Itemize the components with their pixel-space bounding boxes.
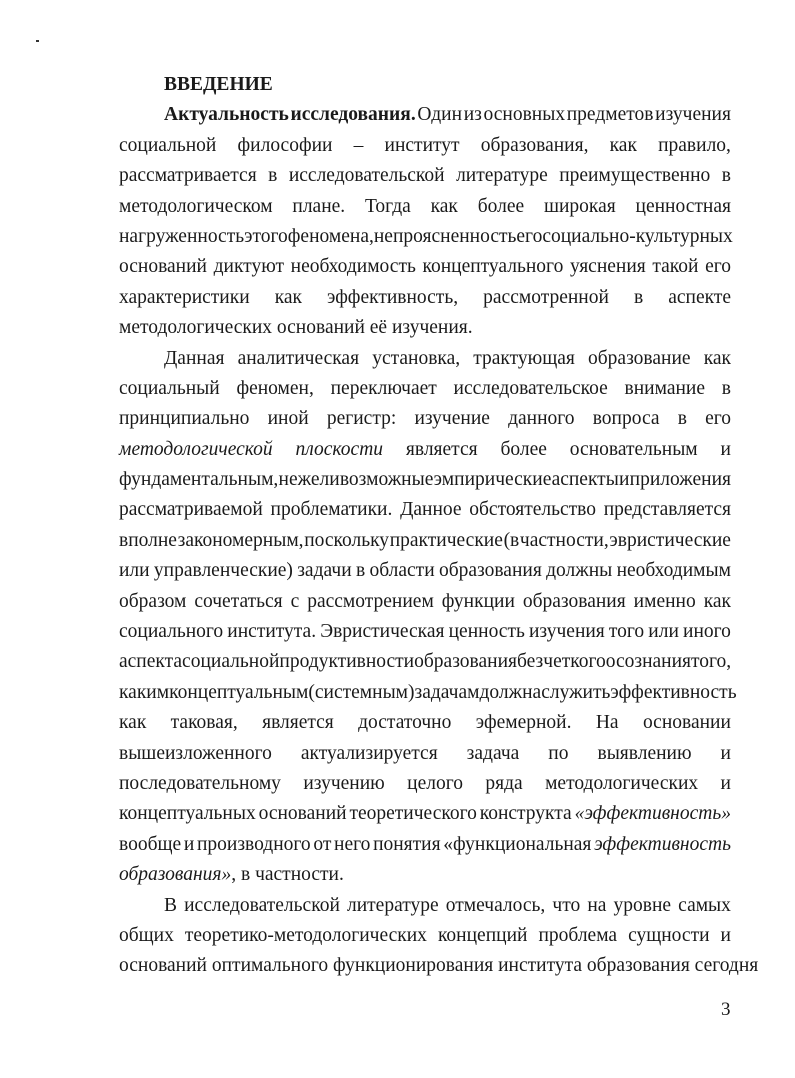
word: принципиально [119, 408, 250, 430]
word: того, [691, 651, 732, 673]
text-line [119, 799, 731, 829]
word: эвристические [609, 529, 731, 551]
word: сущности [628, 924, 710, 946]
word: ценность [448, 621, 525, 643]
text-line [119, 951, 759, 981]
word: феномена, [287, 225, 374, 247]
text-line [119, 161, 731, 191]
text-line [119, 344, 731, 374]
text-line [119, 678, 737, 708]
word: образования» [119, 864, 232, 886]
word: является [262, 712, 334, 734]
word: его [705, 408, 731, 430]
word: необходимым [616, 560, 731, 582]
word: обстоятельство [469, 499, 597, 521]
word: Данная [164, 347, 225, 369]
word: как [609, 134, 637, 156]
word: на [587, 894, 607, 916]
word: предметов [566, 104, 654, 126]
text-line [119, 495, 731, 525]
word: и [183, 833, 195, 855]
word: как [703, 590, 731, 612]
word: плане. [292, 195, 346, 217]
word: оснований [119, 955, 207, 977]
word: института. [227, 621, 317, 643]
word: На [595, 712, 619, 734]
word: изучение [414, 408, 490, 430]
text-line [119, 283, 731, 313]
word: выявлению [597, 742, 692, 764]
word: исследовательской [184, 894, 340, 916]
word: самых [678, 894, 731, 916]
word: более [500, 438, 547, 460]
word: ряда [485, 773, 523, 794]
word: практические [389, 529, 503, 551]
word: Актуальность [164, 104, 289, 126]
word: концепций [437, 924, 528, 946]
word: «функциональная [443, 833, 592, 855]
word: без [517, 651, 544, 673]
text-line [119, 222, 731, 252]
text-line [119, 647, 731, 677]
word: и [720, 438, 731, 460]
text-line [119, 404, 731, 434]
word: производного [196, 833, 311, 855]
word: изучению [303, 773, 385, 794]
word: методологической [119, 438, 273, 460]
text-line [119, 587, 731, 617]
text-line [119, 708, 731, 738]
word: институт [384, 134, 460, 156]
word: социального [119, 621, 224, 643]
word: феномен, [236, 377, 314, 399]
word: социально-культурных [542, 225, 733, 247]
text-line [119, 526, 731, 556]
word: данного [508, 408, 575, 430]
word: служить [541, 681, 611, 703]
text-line [119, 891, 731, 921]
word: рассматривается [119, 165, 257, 187]
word: образования [586, 955, 690, 977]
text-line [119, 192, 731, 222]
word: нежели [278, 469, 340, 491]
word: по [548, 742, 569, 764]
word: фундаментальным, [119, 469, 279, 491]
word: ценностная [635, 195, 731, 217]
text-line [119, 313, 731, 343]
word: в [721, 165, 731, 187]
word: каким [119, 681, 170, 703]
word: продуктивности [279, 651, 415, 673]
word: методологических [545, 773, 699, 794]
word: образования [438, 560, 542, 582]
word: как [703, 347, 731, 369]
word: образование [588, 347, 691, 369]
word: проблематики. [270, 499, 393, 521]
word: как [430, 195, 458, 217]
word: поскольку [304, 529, 390, 551]
text-line [119, 100, 731, 130]
word: аспекты [551, 469, 619, 491]
word: возможные [339, 469, 434, 491]
word: в [268, 165, 278, 187]
word: образом [119, 590, 187, 612]
word: исследовательское [453, 377, 608, 399]
word: основании [642, 712, 731, 734]
word: концептуальных [119, 803, 256, 825]
word: установка, [372, 347, 461, 369]
word: эффективность [594, 833, 731, 855]
word: социальной [119, 134, 217, 156]
word: литературе [456, 165, 548, 187]
word: образования [414, 651, 517, 673]
word: Данное [400, 499, 462, 521]
word: задачам [414, 681, 480, 703]
word: методологических оснований её изучения. [119, 317, 473, 339]
word: вполне [119, 529, 177, 551]
word: в [355, 560, 366, 582]
word: В [164, 894, 178, 916]
word: в [721, 377, 731, 399]
word: образования, [480, 134, 589, 156]
word: вообще [119, 833, 182, 855]
word: общих [119, 924, 174, 946]
word: такой [652, 256, 699, 278]
word: в [677, 408, 687, 430]
word: теоретико-методологических [184, 924, 427, 946]
word: нагруженность [119, 225, 245, 247]
word: концептуального [422, 256, 564, 278]
word: и [720, 773, 731, 794]
word: (системным) [308, 681, 415, 703]
word: диктуют [213, 256, 285, 278]
word: Один [417, 104, 463, 126]
word: широкая [543, 195, 616, 217]
word: конструкта [479, 803, 572, 825]
text-line [119, 131, 731, 161]
word: философии [237, 134, 333, 156]
word: концептуальным [169, 681, 309, 703]
word: или [119, 560, 150, 582]
word: области [369, 560, 435, 582]
word: понятия [373, 833, 441, 855]
word: этого [244, 225, 288, 247]
word: отмечалось, [445, 894, 546, 916]
word: должна [479, 681, 542, 703]
word: образования [522, 590, 626, 612]
word: и [720, 924, 731, 946]
word: трактующая [473, 347, 575, 369]
word: представляется [603, 499, 731, 521]
word: иной [267, 408, 309, 430]
text-line [119, 435, 731, 465]
word: Эвристическая [320, 621, 445, 643]
word: внимание [624, 377, 705, 399]
word: правило, [658, 134, 731, 156]
text-line [119, 374, 731, 404]
text-line [119, 739, 731, 769]
word: более [477, 195, 525, 217]
word: достаточно [358, 712, 452, 734]
word: проблема [538, 924, 618, 946]
word: регистр: [326, 408, 397, 430]
word: основательным [569, 438, 698, 460]
word: плоскости [295, 438, 384, 460]
word: именно [633, 590, 696, 612]
word: последовательному [119, 773, 281, 794]
word: должны [546, 560, 613, 582]
word: оснований [119, 256, 207, 278]
word: эффективность [610, 681, 737, 703]
word: целого [407, 773, 463, 794]
word: рассмотренной [483, 286, 609, 308]
word: вопроса [592, 408, 660, 430]
word: эмпирические [433, 469, 552, 491]
word: переключает [330, 377, 437, 399]
word: литературе [346, 894, 439, 916]
page-number: 3 [721, 999, 731, 1020]
word: методологическом [119, 195, 273, 217]
word: в [633, 286, 644, 308]
word: эффективность, [327, 286, 459, 308]
section-heading: ВВЕДЕНИЕ [164, 74, 273, 95]
text-line [119, 769, 731, 799]
word: основных [483, 104, 566, 126]
text-line [119, 252, 731, 282]
word: от [313, 833, 332, 855]
word: является [405, 438, 478, 460]
word: с [290, 590, 300, 612]
word: задачи [297, 560, 352, 582]
text-block [119, 70, 759, 982]
word: и [720, 742, 731, 764]
word: изучения [655, 104, 731, 126]
word: актуализируется [300, 742, 438, 764]
paragraphs [119, 100, 759, 981]
word: его [516, 225, 543, 247]
word: Тогда [364, 195, 411, 217]
word: уяснения [569, 256, 646, 278]
word: социальный [119, 377, 220, 399]
paragraph [119, 891, 759, 982]
word: теоретического [349, 803, 477, 825]
word: изучения [529, 621, 605, 643]
word: функции [441, 590, 515, 612]
word: закономерным, [177, 529, 304, 551]
word: частности, [519, 529, 609, 551]
word: таковая, [170, 712, 238, 734]
word: уровне [613, 894, 672, 916]
text-line [119, 860, 731, 890]
word: оптимального [211, 955, 329, 977]
word: рассматриваемой [119, 499, 263, 521]
word: социальной [182, 651, 280, 673]
word: (в [503, 529, 520, 551]
word: института [498, 955, 583, 977]
word: функционирования [333, 955, 494, 977]
word: вышеизложенного [119, 742, 272, 764]
word: аналитическая [237, 347, 360, 369]
word: преимущественно [559, 165, 711, 187]
word: непроясненность [373, 225, 517, 247]
word: «эффективность» [574, 803, 731, 825]
word: что [552, 894, 581, 916]
word: его [705, 256, 731, 278]
word: задача [466, 742, 520, 764]
text-line [119, 921, 731, 951]
text-line [119, 830, 731, 860]
word: осознания [605, 651, 692, 673]
paragraph [119, 344, 737, 891]
word: как [274, 286, 302, 308]
word: рассмотрением [307, 590, 434, 612]
scan-speck [36, 40, 39, 42]
word: характеристики [119, 286, 250, 308]
word: из [463, 104, 482, 126]
word: или [648, 621, 679, 643]
word: необходимость [290, 256, 416, 278]
text-line [119, 465, 731, 495]
word: исследования. [290, 104, 416, 126]
word: как [119, 712, 147, 734]
word: него [334, 833, 371, 855]
word: и [619, 469, 630, 491]
word: аспекта [119, 651, 183, 673]
text-line [119, 617, 731, 647]
word: аспекте [668, 286, 731, 308]
paragraph [119, 100, 731, 343]
word: , в частности. [231, 864, 344, 886]
word: сочетаться [194, 590, 283, 612]
word: оснований [258, 803, 347, 825]
word: управленческие) [153, 560, 293, 582]
word: приложения [629, 469, 731, 491]
word: эфемерной. [475, 712, 572, 734]
word: – [353, 134, 364, 156]
word: того [608, 621, 645, 643]
word: исследовательской [288, 165, 445, 187]
text-line [119, 556, 731, 586]
word: иного [683, 621, 731, 643]
word: четкого [543, 651, 606, 673]
word: сегодня [694, 955, 759, 977]
